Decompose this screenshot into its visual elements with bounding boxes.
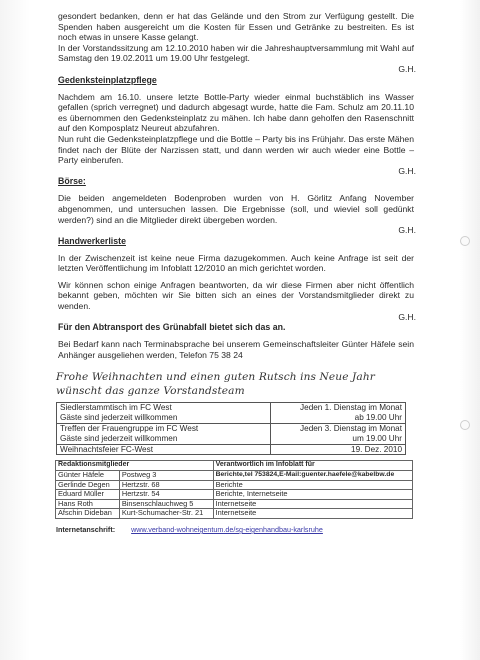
header-editorial-members: Redaktionsmitglieder bbox=[56, 461, 214, 471]
event-note: Gäste sind jederzeit willkommen bbox=[60, 413, 178, 423]
event-name: Treffen der Frauengruppe im FC West bbox=[60, 424, 199, 434]
gruen-paragraph-1: Bei Bedarf kann nach Terminabsprache bei unserem Gemeinschaftsleiter Günter Häfele sein Anhänger ausgeliehen werden, Telefon 75 38 24 bbox=[58, 339, 414, 360]
member-street: Kurt-Schumacher-Str. 21 bbox=[119, 509, 213, 519]
table-row bbox=[57, 403, 406, 424]
member-name: Gerlinde Degen bbox=[56, 480, 120, 490]
intro-paragraph-1: gesondert bedanken, denn er hat das Gelände und den Strom zur Verfügung gestellt. Die Spenden haben ausgereicht um die Kosten für Essen und Getränke zu bestreiten. Es ist noch etwas in unsere Kasse gelangt. bbox=[58, 11, 414, 43]
event-time: ab 19.00 Uhr bbox=[354, 413, 402, 423]
editorial-team-table bbox=[55, 460, 413, 519]
signature: G.H. bbox=[398, 311, 416, 322]
internet-address bbox=[58, 525, 414, 536]
document-content bbox=[58, 11, 414, 536]
member-role: Internetseite bbox=[213, 509, 412, 519]
handwerker-paragraph-2: Wir können schon einige Anfragen beantworten, da wir diese Firmen aber nicht öffentlich bekannt geben, möchten wir Sie bitten sich an eines der Vorstandsmitglieder direkt zu wenden. bbox=[58, 279, 414, 312]
internet-link[interactable]: www.verband-wohneigentum.de/sg-eigenhandbau-karlsruhe bbox=[131, 524, 323, 534]
member-street: Hertzstr. 68 bbox=[119, 480, 213, 490]
table-row bbox=[57, 424, 406, 445]
member-role: Internetseite bbox=[213, 499, 412, 509]
holiday-greeting: Frohe Weihnachten und einen guten Rutsch ins Neue Jahr wünscht das ganze Vorstandsteam bbox=[56, 371, 375, 398]
table-row bbox=[56, 471, 413, 481]
boerse-paragraph-1: Die beiden angemeldeten Bodenproben wurden von H. Görlitz Anfang November abgenommen, und untersuchen lassen. Die Ergebnisse (soll, und wieviel soll gedünkt werden?) sind an die Mitglieder direkt übergeben worden. bbox=[58, 193, 414, 225]
member-street: Binsenschlauchweg 5 bbox=[119, 499, 213, 509]
member-name: Hans Roth bbox=[56, 499, 120, 509]
section-title-handwerkerliste: Handwerkerliste bbox=[58, 235, 126, 246]
event-name-cell bbox=[57, 424, 271, 445]
signature: G.H. bbox=[398, 63, 416, 74]
handwerker-paragraph-1: In der Zwischenzeit ist keine neue Firma dazugekommen. Auch keine Anfrage ist seit der letzten Veröffentlichung im Infoblatt 12/2010 an mich gerichtet worden. bbox=[58, 252, 414, 274]
table-row bbox=[56, 509, 413, 519]
event-time: um 19.00 Uhr bbox=[352, 433, 402, 443]
signature: G.H. bbox=[398, 225, 416, 236]
member-role: Berichte,tel 753824,E-Mail:guenter.haefele@kabelbw.de bbox=[213, 471, 412, 481]
member-name: Eduard Müller bbox=[56, 490, 120, 500]
event-note: Gäste sind jederzeit willkommen bbox=[60, 433, 178, 443]
member-name: Afschin Dideban bbox=[56, 509, 120, 519]
member-role: Berichte bbox=[213, 480, 412, 490]
header-responsibility: Verantwortlich im Infoblatt für bbox=[213, 461, 412, 471]
event-name: Weihnachtsfeier FC-West bbox=[60, 444, 153, 454]
table-header-row bbox=[56, 461, 413, 471]
member-role: Berichte, Internetseite bbox=[213, 490, 412, 500]
table-row bbox=[56, 490, 413, 500]
member-name: Günter Häfele bbox=[56, 471, 120, 481]
member-street: Hertzstr. 54 bbox=[119, 490, 213, 500]
signature: G.H. bbox=[398, 165, 416, 176]
member-street: Postweg 3 bbox=[119, 471, 213, 481]
gedenk-paragraph-1: Nachdem am 16.10. unsere letzte Bottle-Party wieder einmal buchstäblich ins Wasser gefallen (sprich verregnet) und dadurch abgesagt wurde, hatte die Fam. Schulz am 20.11.10 es übernommen den Gedenksteinplatz zu mähen. Ich habe dann geholfen den Rasenschnitt auf den Komposplatz Neureut abzufahren. bbox=[58, 91, 414, 134]
punch-hole bbox=[460, 236, 470, 246]
punch-hole bbox=[460, 420, 470, 430]
events-table bbox=[56, 402, 406, 455]
gedenk-paragraph-2: Nun ruht die Gedenksteinplatzpflege und die Bottle – Party bis ins Frühjahr. Das erste Mähen findet nach der Blüte der Narzissen statt, und dann werden wir auch wieder eine Bottle – Party einberufen. bbox=[58, 133, 414, 166]
event-schedule: 19. Dez. 2010 bbox=[351, 444, 402, 454]
event-time-cell bbox=[271, 444, 406, 455]
event-time-cell bbox=[271, 424, 406, 445]
event-name-cell bbox=[57, 444, 271, 455]
intro-paragraph-2: In der Vorstandssitzung am 12.10.2010 haben wir die Jahreshauptversammlung mit Wahl auf Samstag den 19.02.2011 um 19.00 Uhr festgelegt. bbox=[58, 42, 414, 64]
event-time-cell bbox=[271, 403, 406, 424]
section-title-gedenksteinplatzpflege: Gedenksteinplatzpflege bbox=[58, 74, 157, 85]
event-schedule: Jeden 3. Dienstag im Monat bbox=[300, 424, 402, 434]
section-title-gruenabfall: Für den Abtransport des Grünabfall bietet sich das an. bbox=[58, 322, 286, 333]
table-row bbox=[57, 444, 406, 455]
event-name: Siedlerstammtisch im FC West bbox=[60, 403, 172, 413]
section-title-boerse: Börse: bbox=[58, 176, 86, 187]
internet-label: Internetanschrift: bbox=[56, 524, 116, 534]
event-schedule: Jeden 1. Dienstag im Monat bbox=[300, 403, 402, 413]
event-name-cell bbox=[57, 403, 271, 424]
